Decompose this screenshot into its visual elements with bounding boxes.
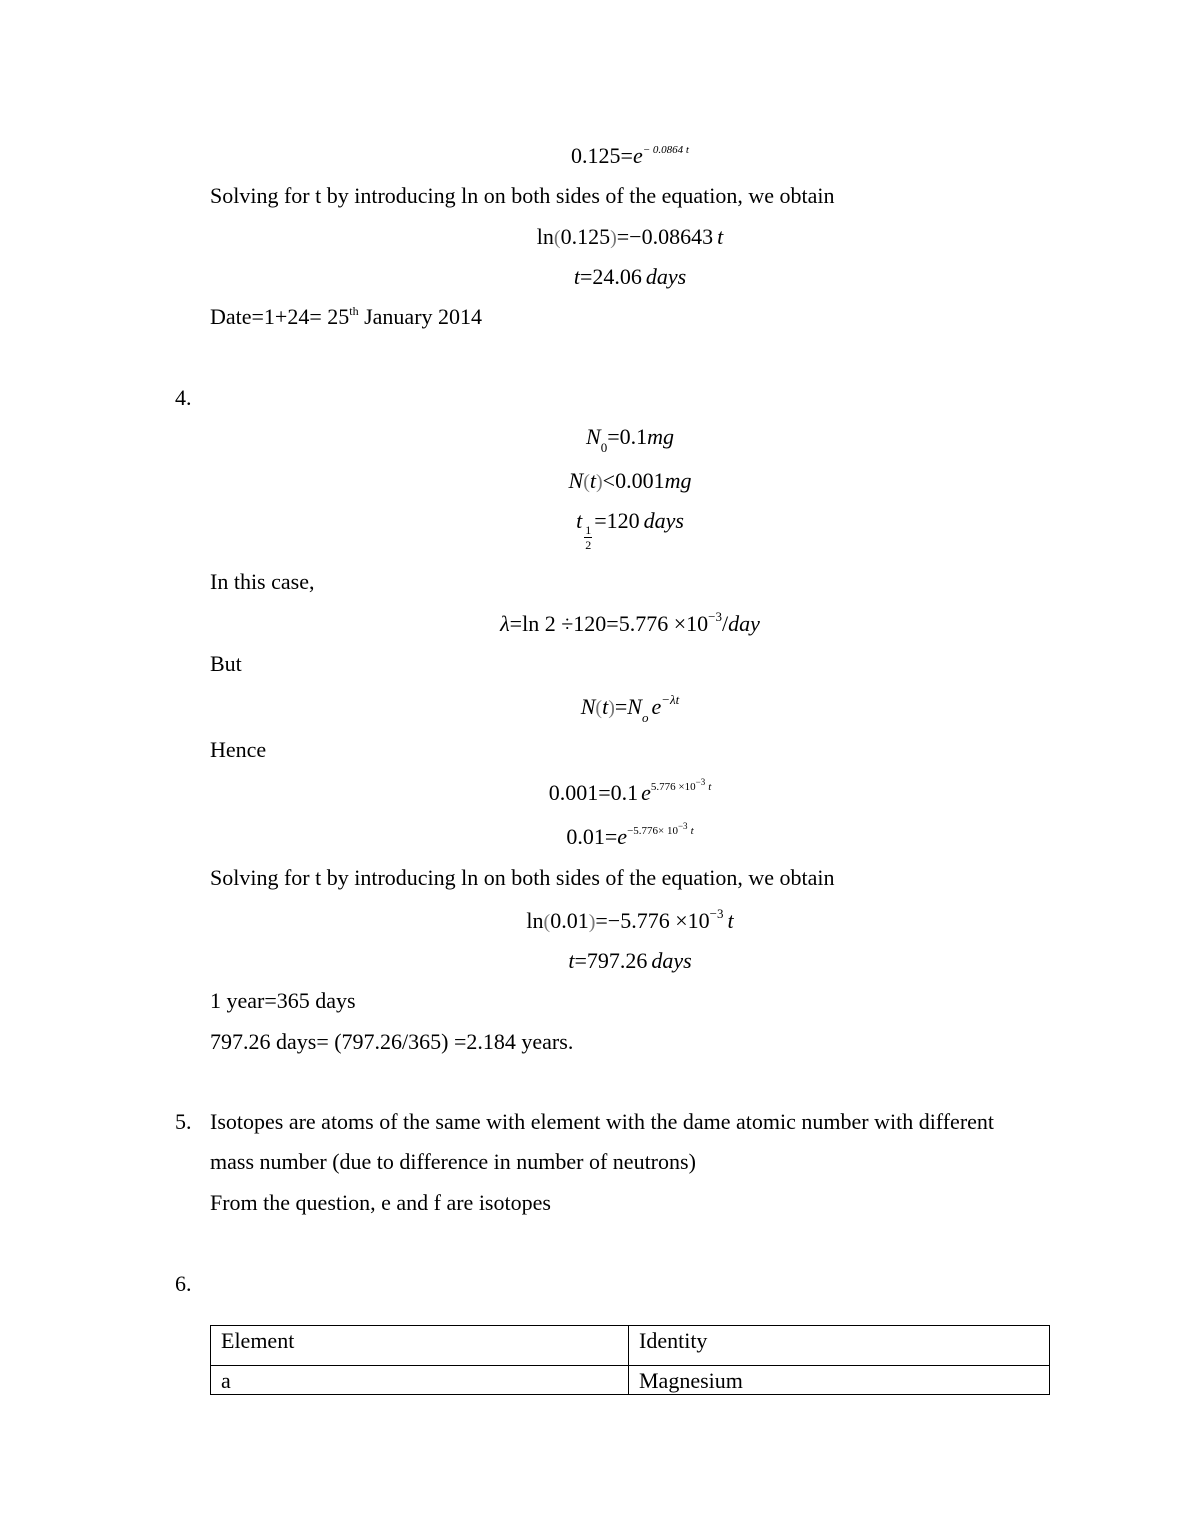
equation-t-result-1: t=24.06 days xyxy=(573,264,687,289)
equation-001: $0.01=e^{-5.776\times 10^{-3} t}$ xyxy=(566,821,694,849)
question-number-4: 4. xyxy=(175,385,192,410)
question-number-6: 6. xyxy=(175,1271,192,1296)
equation-decay-fraction: $0.125=e^{- 0.0864 t}$ xyxy=(571,143,689,168)
equation-nt-limit: N(t)<0.001mg xyxy=(568,468,692,493)
cell-element: a xyxy=(211,1366,629,1395)
element-identity-table xyxy=(210,1325,1050,1395)
isotope-line-1: Isotopes are atoms of the same with element with the dame atomic number with different xyxy=(210,1109,995,1134)
equation-ln-001: $\ln(0.01)=-5.776 \times 10^{-3}$ t xyxy=(526,906,734,933)
equation-0001: 0.001=0.1 $e^{5.776 \times 10^{-3} t}$ xyxy=(548,777,712,805)
isotope-line-2: mass number (due to difference in number of neutrons) xyxy=(210,1149,696,1174)
conversion-line: 797.26 days= (797.26/365) =2.184 years. xyxy=(210,1029,574,1054)
equation-lambda: λ=ln $2 \div 120=5.776 \times 10^{-3}$/day xyxy=(500,609,760,636)
hence-text: Hence xyxy=(210,737,267,762)
equation-half-life: t $\frac{1}{2}$ =120 days xyxy=(576,508,684,552)
equation-t-result-2: t=797.26 days xyxy=(568,948,692,973)
fraction-one-half: $\frac{1}{2}$ xyxy=(585,523,592,552)
cell-identity: Magnesium xyxy=(629,1366,1050,1395)
table-header-row xyxy=(211,1326,1050,1366)
in-this-case-text: In this case, xyxy=(210,569,315,594)
year-line: 1 year=365 days xyxy=(210,988,356,1013)
date-line: Date=1+24= 25th January 2014 xyxy=(210,304,483,329)
header-element: Element xyxy=(211,1326,629,1366)
question-number-5: 5. xyxy=(175,1109,192,1134)
table-row xyxy=(211,1366,1050,1395)
but-text: But xyxy=(210,651,242,676)
equation-ln-0125: ln(0.125)=−0.08643 t xyxy=(536,224,724,249)
header-identity: Identity xyxy=(629,1326,1050,1366)
solve-instruction-2: Solving for t by introducing ln on both sides of the equation, we obtain xyxy=(210,865,835,890)
equation-decay-law: $N(t)=N_o$ $e^{-\lambda t}$ xyxy=(580,692,680,725)
solve-instruction-1: Solving for t by introducing ln on both sides of the equation, we obtain xyxy=(210,183,835,208)
isotope-line-3: From the question, e and f are isotopes xyxy=(210,1190,551,1215)
equation-n0: $N_0=0.1mg$ xyxy=(586,424,674,455)
